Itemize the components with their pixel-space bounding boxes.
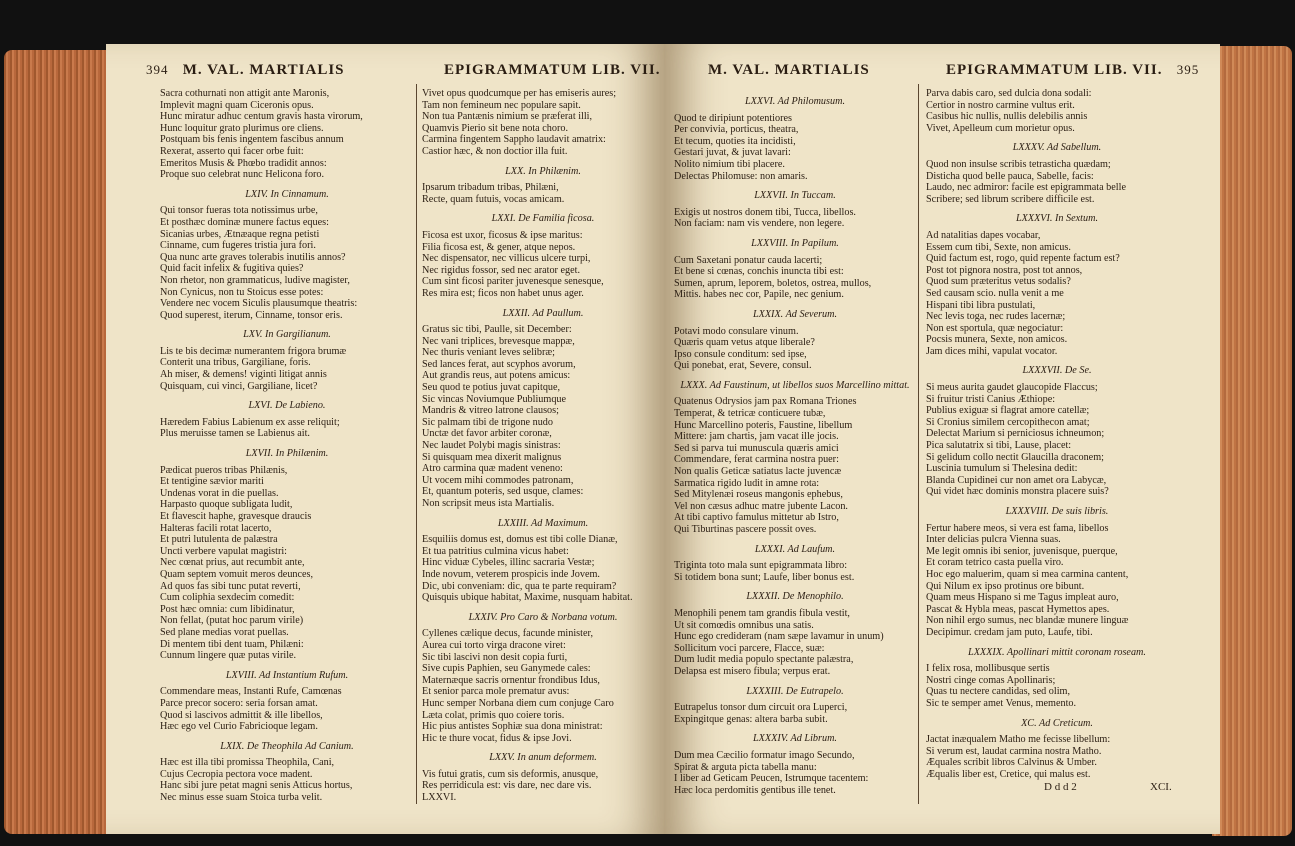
epigram-title: LXXXII. De Menophilo. <box>746 591 844 603</box>
verse-line: Quod te diripiunt potentiores <box>674 112 792 124</box>
verse-line: Quam meus Hispano si me Tagus impleat auro, <box>926 592 1119 604</box>
verse-line: Et coram tetrico casta puella viro. <box>926 557 1064 569</box>
verse-line: Commendare, ferat carmina nostra puer: <box>674 454 839 466</box>
verse-line: Mittis. habes nec cor, Papile, nec genium. <box>674 289 844 301</box>
verse-line: Hic pius antistes Sophiæ sua dona ministrat: <box>422 721 603 733</box>
epigram-title: LXXII. Ad Paullum. <box>502 307 584 319</box>
verse-line: Hoc ego maluerim, quam si mea carmina cantent, <box>926 568 1129 580</box>
verse-line: Ah miser, & demens! viginti litigat annis <box>160 369 327 381</box>
verse-line: Jactat inæqualem Matho me fecisse libellum: <box>926 734 1111 746</box>
signature-mark: D d d 2 <box>1044 781 1077 793</box>
epigram-title: LXXXVI. In Sextum. <box>1015 213 1099 225</box>
verse-line: Nec laudet Polybi magis sinistras: <box>422 440 561 452</box>
verse-line: Vendere nec vocem Siculis plausumque theatris: <box>160 298 358 310</box>
verse-line: Implevit magni quam Ciceronis opus. <box>160 99 314 111</box>
left-header-running-title <box>146 62 345 79</box>
verse-line: Læta colat, primis quo coiere toris. <box>422 709 565 721</box>
verse-line: Rexerat, asserto qui facer orbe fuit: <box>160 145 304 157</box>
verse-line: Hic te thure vocat, fidus & ipse Jovi. <box>422 732 572 744</box>
verse-line: Æqualis liber est, Cretice, qui malus est. <box>926 768 1091 780</box>
verse-line: Quæris quam vetus atque liberale? <box>674 337 815 349</box>
verse-line: LXXVI. <box>422 792 457 804</box>
epigram-title: LXXVII. In Tuccam. <box>754 190 836 202</box>
verse-line: Temperat, & tetricæ conticuere tubæ, <box>674 408 826 420</box>
verse-line: Quod non insulse scribis tetrasticha quædam; <box>926 158 1111 170</box>
open-book <box>0 22 1295 834</box>
verse-line: Cujus Cecropia pectora voce madent. <box>160 768 313 780</box>
verse-line: Scribere; sed librum scribere difficile est. <box>926 193 1095 205</box>
verse-line: Si meus aurita gaudet glaucopide Flaccus; <box>926 382 1098 394</box>
verse-line: Non scripsit meus ista Martialis. <box>422 498 555 509</box>
verse-line: Atro carmina quæ madent veneno: <box>422 463 563 475</box>
verse-line: Jam dices mihi, vapulat vocator. <box>926 345 1058 357</box>
verse-line: Me legit omnis ibi senior, juvenisque, puerque, <box>926 545 1118 557</box>
verse-line: Sive cupis Paphien, seu Ganymede cales: <box>422 663 591 675</box>
verse-line: Plus meruisse tamen se Labienus ait. <box>160 428 310 440</box>
verse-line: Hæc est illa tibi promissa Theophila, Cani, <box>160 757 335 769</box>
verse-line: Per convivia, porticus, theatra, <box>674 124 799 136</box>
epigram-title: LXX. In Philænim. <box>505 165 581 177</box>
right-page-edges <box>1212 46 1292 836</box>
verse-line: Si quisquam mea dixerit malignus <box>422 451 562 463</box>
verse-line: Exigis ut nostros donem tibi, Tucca, libellos. <box>674 206 856 218</box>
verse-line: Unctæ det favor arbiter coronæ, <box>422 428 552 440</box>
verse-line: Quod superest, iterum, Cinname, tonsor eris. <box>160 309 343 321</box>
column-divider <box>416 84 417 804</box>
epigram-title: LXVII. In Philænim. <box>245 448 329 460</box>
verse-line: Quisquis ubique habitat, Maxime, nusquam habitat. <box>422 592 633 604</box>
verse-line: Si verum est, laudat carmina nostra Matho. <box>926 745 1102 757</box>
verse-line: Vivet opus quodcumque per has emiseris aures; <box>422 88 617 99</box>
epigram-title: LXXXIX. Apollinari mittit coronam roseam. <box>968 646 1146 658</box>
verse-line: Quod si lascivos admittit & ille libellos, <box>160 709 323 721</box>
column-divider <box>918 84 919 804</box>
verse-line: Quamvis Pierio sit bene nota choro. <box>422 122 568 134</box>
verse-line: Quod sum præteritus vetus sodalis? <box>926 276 1071 288</box>
verse-line: Mandris & vitreo latrone clausos; <box>422 405 559 417</box>
verse-line: Sed plane medias vorat puellas. <box>160 626 289 638</box>
verse-line: Hunc Marcellino poteris, Faustine, libellum <box>674 419 853 431</box>
verse-line: Hæc loca perdomitis gentibus ille tenet. <box>674 784 836 796</box>
verse-line: Hæc ego vel Curio Fabricioque legam. <box>160 721 318 733</box>
verse-line: Parva dabis caro, sed dulcia dona sodali: <box>926 88 1092 99</box>
verse-line: Et tecum, quoties ita incidisti, <box>674 135 796 147</box>
epigram-title: LXXVIII. In Papilum. <box>751 237 839 249</box>
verse-line: Et tua patritius culmina vicus habet: <box>422 545 569 557</box>
verse-line: Et senior parca mole prematur avus: <box>422 686 570 698</box>
verse-line: Qui tonsor fueras tota notissimus urbe, <box>160 205 318 217</box>
verse-line: Carmina fingentem Sappho laudavit amatrix: <box>422 134 606 146</box>
verse-line: Nec minus esse suam Stoica turba velit. <box>160 792 323 804</box>
verse-line: Æquales scribit libros Calvinus & Umber. <box>926 757 1097 769</box>
verse-line: Post tot pignora nostra, post tot annos, <box>926 264 1083 276</box>
verse-line: Quas tu nectere candidas, sed olim, <box>926 686 1070 698</box>
verse-line: Casibus hic nullis, nullis delebilis annis <box>926 111 1088 123</box>
verse-line: Inde novum, veterem prospicis inde Jovem. <box>422 568 600 580</box>
verse-line: Ficosa est uxor, ficosus & ipse maritus: <box>422 229 583 241</box>
verse-line: Hunc semper Norbana diem cum conjuge Caro <box>422 697 614 709</box>
left-page-edges <box>4 50 116 834</box>
verse-line: Halteras facili rotat lacerto, <box>160 522 272 534</box>
verse-line: Triginta toto mala sunt epigrammata libro: <box>674 560 848 572</box>
verse-line: Qui Nilum ex ipso protinus ore bibunt. <box>926 580 1085 592</box>
verse-line: Conterit una tribus, Gargiliane, foris. <box>160 357 311 369</box>
verse-line: Cum sint ficosi pariter juvenesque senesque, <box>422 276 604 288</box>
verse-line: Nostri cinge comas Apollinaris; <box>926 674 1056 686</box>
verse-line: Cyllenes cælique decus, facunde minister, <box>422 628 594 640</box>
verse-line: Aut grandis reus, aut potens amicus: <box>422 370 571 382</box>
verse-line: Publius exiguæ si flagrat amore catellæ; <box>926 405 1090 417</box>
verse-line: Delectat Marium si perniciosus ichneumon; <box>926 428 1105 440</box>
verse-line: Pædicat pueros tribas Philænis, <box>160 464 288 476</box>
verse-line: Nec cœnat prius, aut recumbit ante, <box>160 557 305 569</box>
verse-line: Sed si parva tui munuscula quæris amici <box>674 442 839 454</box>
epigram-title: LXXV. In anum deformem. <box>489 752 597 764</box>
verse-line: Et tentigine sævior mariti <box>160 476 264 488</box>
verse-line: Cum coliphia sexdecim comedit: <box>160 592 295 604</box>
verse-line: Non faciam: nam vis vendere, non legere. <box>674 218 845 230</box>
verse-line: Gestari juvat, & juvat lavari: <box>674 147 791 159</box>
verse-line: Et posthæc dominæ munere factus eques: <box>160 216 329 228</box>
verse-line: I liber ad Geticam Peucen, Istrumque tacentem: <box>674 773 869 785</box>
verse-line: Sacra cothurnati non attigit ante Maronis, <box>160 88 330 99</box>
left-page-column-2 <box>422 88 664 804</box>
verse-line: Et putri lutulenta de palæstra <box>160 534 278 546</box>
verse-line: Non tua Pantænis nimium se præferat illi, <box>422 111 593 123</box>
verse-line: Vivet, Apelleum cum morietur opus. <box>926 122 1075 134</box>
verse-line: Uncti verbere vapulat magistri: <box>160 545 288 557</box>
verse-line: Parce precor socero: seria forsan amat. <box>160 697 318 709</box>
verse-line: Nolito nimium tibi placere. <box>674 158 785 170</box>
verse-line: Luscinia tumulum si Thelesina dedit: <box>926 463 1078 475</box>
verse-line: Si fruitur tristi Canius Æthiope: <box>926 393 1056 405</box>
verse-line: At tibi captivo famulus mittetur ab Istro, <box>674 512 839 524</box>
verse-line: Ad natalitias dapes vocabar, <box>926 229 1041 241</box>
verse-line: Proque suo celebrat nunc Helicona foro. <box>160 169 325 181</box>
right-page-number: 395 <box>1176 62 1200 77</box>
verse-line: Hæredem Fabius Labienum ex asse reliquit; <box>160 416 340 428</box>
epigram-title: LXXXVIII. De suis libris. <box>1005 506 1109 517</box>
verse-line: Essem cum tibi, Sexte, non amicus. <box>926 241 1071 253</box>
left-page-column-1 <box>160 88 414 804</box>
epigram-title: LXXIX. Ad Severum. <box>752 308 838 320</box>
verse-line: Ad quos fas sibi tunc putat reverti, <box>160 580 301 592</box>
verse-line: Nec levis toga, nec rudes lacernæ; <box>926 311 1066 323</box>
verse-line: Sed lances ferat, aut scyphos avorum, <box>422 358 576 370</box>
verse-line: Eutrapelus tonsor dum circuit ora Luperci, <box>674 702 848 714</box>
verse-line: Cunnum lingere quæ putas virile. <box>160 650 297 662</box>
verse-line: Sed causam scio. nulla venit a me <box>926 287 1064 299</box>
epigram-title: LXXXIV. Ad Librum. <box>753 733 837 745</box>
verse-line: Vel non cæsus adhuc matre jubente Lacon. <box>674 500 848 512</box>
right-header-author: M. VAL. MARTIALIS <box>708 62 870 78</box>
verse-line: Sarmatica rigido ludit in amne rota: <box>674 477 820 489</box>
verse-line: Si Cronius similem cercopithecon amat; <box>926 416 1090 428</box>
verse-line: Sic palmam tibi de trigone nudo <box>422 416 553 428</box>
left-page-number: 394 <box>146 62 169 77</box>
epigram-title: LXV. In Gargilianum. <box>243 329 331 341</box>
epigram-title: LXXXV. Ad Sabellum. <box>1012 142 1102 154</box>
right-page <box>664 44 1220 834</box>
verse-line: Cum Saxetani ponatur cauda lacerti; <box>674 254 823 266</box>
epigram-title: XC. Ad Creticum. <box>1021 717 1093 729</box>
verse-line: Fertur habere meos, si vera est fama, libellos <box>926 522 1109 534</box>
verse-line: Quatenus Odrysios jam pax Romana Triones <box>674 396 857 408</box>
verse-line: Res perridicula est: vis dare, nec dare vis. <box>422 780 592 792</box>
verse-line: Cinname, cum fugeres tristia jura fori. <box>160 240 316 252</box>
verse-line: Dum mea Cæcilio formatur imago Secundo, <box>674 749 855 761</box>
verse-line: Qui Tiburtinas pascere possit oves. <box>674 524 817 535</box>
verse-line: Non est sportula, quæ negociatur: <box>926 322 1064 334</box>
epigram-title: LXXX. Ad Faustinum, ut libellos suos Marcellino mittat. <box>680 379 910 391</box>
verse-line: Et bene si cœnas, conchis inuncta tibi est: <box>674 266 844 278</box>
verse-line: Dic, ubi conveniam: dic, qua te parte requiram? <box>422 580 617 592</box>
verse-line: Postquam bis fenis ingentem fascibus annum <box>160 134 344 146</box>
verse-line: Inter delicias pulcra Vienna suas. <box>926 534 1061 546</box>
epigram-title: LXVI. De Labieno. <box>248 400 326 412</box>
verse-line: Pascat & Hybla meas, pascat Hymettos apes. <box>926 603 1110 615</box>
verse-line: Gratus sic tibi, Paulle, sit December: <box>422 324 572 336</box>
verse-line: Mittere: jam chartis, jam vacat ille jocis. <box>674 431 839 443</box>
verse-line: Non Cynicus, non tu Stoicus esse potes: <box>160 286 324 298</box>
verse-line: Blanda Cupidinei cur non amet ora Labycæ, <box>926 474 1107 486</box>
verse-line: Si gelidum collo nectit Glaucilla draconem; <box>926 451 1104 463</box>
verse-line: Certior in nostro carmine vultus erit. <box>926 99 1075 111</box>
folio-number: XCI. <box>1150 781 1172 793</box>
verse-line: Disticha quod belle pauca, Sabelle, facis: <box>926 170 1094 182</box>
epigram-title: LXXVI. Ad Philomusum. <box>745 96 845 107</box>
verse-line: Et flavescit haphe, gravesque draucis <box>160 511 312 522</box>
epigram-title: LXXXVII. De Se. <box>1022 365 1092 377</box>
verse-line: Dum ludit media populo spectante palæstra, <box>674 654 854 666</box>
verse-line: Qui videt hæc dominis monstra placere suis? <box>926 486 1109 498</box>
verse-line: Nec thuris veniant leves selibræ; <box>422 347 555 359</box>
epigram-title: LXXXIII. De Eutrapelo. <box>746 685 844 697</box>
verse-line: Spirat & arguta picta tabella manu: <box>674 761 817 773</box>
verse-line: Esquiliis domus est, domus est tibi colle Dianæ, <box>422 534 618 546</box>
verse-line: Quid facit infelix & fugitiva quies? <box>160 263 304 275</box>
left-page <box>106 44 666 834</box>
verse-line: Sumen, aprum, leporem, boletos, ostrea, mullos, <box>674 277 872 289</box>
verse-line: Nec rigidus fossor, sed nec arator eget. <box>422 264 581 276</box>
verse-line: Lis te bis decimæ numerantem frigora brumæ <box>160 345 347 357</box>
verse-line: Et, quantum poteris, sed usque, clames: <box>422 486 584 498</box>
verse-line: Harpasto quoque subligata ludit, <box>160 499 293 511</box>
verse-line: Res mira est; ficos non habet unus ager. <box>422 287 584 299</box>
verse-line: Menophili penem tam grandis fibula vestit, <box>674 607 850 619</box>
left-header-author: M. VAL. MARTIALIS <box>182 62 345 78</box>
verse-line: Hunc loquitur grato plurimus ore cliens. <box>160 122 324 134</box>
verse-line: Post hæc omnia: cum libidinatur, <box>160 603 295 615</box>
verse-line: Maternæque sacris ornentur frondibus Idus, <box>422 674 600 686</box>
verse-line: Non qualis Geticæ satiatus lacte juvencæ <box>674 466 842 478</box>
verse-line: Recte, quam futuis, vocas amicam. <box>422 193 565 205</box>
verse-line: Decipimur. credam jam puto, Laufe, tibi. <box>926 626 1093 638</box>
verse-line: Vis futui gratis, cum sis deformis, anusque, <box>422 768 599 780</box>
verse-line: Commendare meas, Instanti Rufe, Camœnas <box>160 686 342 698</box>
left-header-book-title: EPIGRAMMATUM LIB. VII. <box>444 62 661 78</box>
epigram-title: LXXIV. Pro Caro & Norbana votum. <box>468 611 618 623</box>
epigram-title: LXXXI. Ad Laufum. <box>754 543 836 555</box>
verse-line: Non nihil ergo sumus, nec blandæ munere linguæ <box>926 615 1129 627</box>
verse-line: Hinc viduæ Cybeles, illinc sacraria Vestæ; <box>422 557 595 569</box>
right-header-running-title <box>946 62 1199 79</box>
verse-line: Non fellat, (putat hoc parum virile) <box>160 615 304 627</box>
verse-line: Sollicitum voci parcere, Flacce, suæ: <box>674 642 825 654</box>
verse-line: Castior hæc, & non doctior illa fuit. <box>422 145 568 157</box>
verse-line: Sic te semper amet Venus, memento. <box>926 697 1077 709</box>
epigram-title: LXIV. In Cinnamum. <box>245 188 329 200</box>
verse-line: Nec vani triplices, brevesque mappæ, <box>422 335 575 347</box>
verse-line: Potavi modo consulare vinum. <box>674 325 799 337</box>
verse-line: Nec dispensator, nec villicus ulcere turpi, <box>422 253 591 265</box>
verse-line: Hanc sibi jure petat magni senis Atticus hortus, <box>160 780 353 792</box>
verse-line: Undenas vorat in die puellas. <box>160 487 279 499</box>
verse-line: Sicanias urbes, Ætnæaque regna petisti <box>160 228 320 240</box>
verse-line: Aurea cui torto virga dracone viret: <box>422 639 566 651</box>
verse-line: Quam septem vomuit meros deunces, <box>160 568 314 580</box>
verse-line: Ipso consule conditum: sed ipse, <box>674 348 807 360</box>
verse-line: Non rhetor, non grammaticus, ludive magister, <box>160 274 350 286</box>
verse-line: Si totidem bona sunt; Laufe, liber bonus est. <box>674 571 855 583</box>
verse-line: Hispani tibi libra pustulati, <box>926 299 1036 311</box>
verse-line: Qua nunc arte graves tolerabis inutilis annos? <box>160 251 346 263</box>
verse-line: Sic tibi lascivi non desit copia furti, <box>422 651 568 663</box>
verse-line: Seu quod te potius juvat capitque, <box>422 382 561 394</box>
verse-line: I felix rosa, mollibusque sertis <box>926 663 1050 675</box>
verse-line: Laudo, nec admiror: facile est epigrammata belle <box>926 182 1126 194</box>
verse-line: Sed Mitylenæi roseus mangonis ephebus, <box>674 489 843 501</box>
verse-line: Di mentem tibi dent tuam, Philæni: <box>160 638 304 650</box>
epigram-title: LXVIII. Ad Instantium Rufum. <box>225 669 349 681</box>
verse-line: Quid factum est, rogo, quid repente factum est? <box>926 253 1120 265</box>
right-page-column-2 <box>926 88 1188 780</box>
epigram-title: LXIX. De Theophila Ad Canium. <box>220 740 354 752</box>
verse-line: Tam non femineum nec populare sapit. <box>422 99 581 111</box>
verse-line: Ipsarum tribadum tribas, Philæni, <box>422 182 559 194</box>
verse-line: Pocsis munera, Sexte, non amicos. <box>926 334 1068 346</box>
verse-line: Pica salutatrix si tibi, Lause, placet: <box>926 440 1072 452</box>
verse-line: Delectas Philomuse: non amaris. <box>674 170 808 182</box>
right-page-column-1 <box>674 88 916 796</box>
right-header-book-title: EPIGRAMMATUM LIB. VII. <box>946 62 1163 78</box>
verse-line: Expingitque genas: altera barba subit. <box>674 713 828 725</box>
verse-line: Hunc miratur adhuc centum gravis hasta virorum, <box>160 111 363 123</box>
verse-line: Quisquam, cui vinci, Gargiliane, licet? <box>160 380 318 392</box>
verse-line: Emeritos Musis & Phœbo tradidit annos: <box>160 157 327 169</box>
verse-line: Ut sit comœdis omnibus una satis. <box>674 619 814 631</box>
verse-line: Ut vocem mihi commodes patronam, <box>422 474 574 486</box>
verse-line: Filia ficosa est, & gener, atque nepos. <box>422 241 576 253</box>
epigram-title: LXXIII. Ad Maximum. <box>497 517 589 529</box>
epigram-title: LXXI. De Familia ficosa. <box>491 213 595 225</box>
verse-line: Qui ponebat, erat, Severe, consul. <box>674 360 812 372</box>
verse-line: Sic vincas Noviumque Publiumque <box>422 393 567 405</box>
verse-line: Hunc ego credideram (nam sæpe lavamur in unum) <box>674 631 884 643</box>
verse-line: Delapsa est misero fibula; verpus erat. <box>674 665 831 677</box>
